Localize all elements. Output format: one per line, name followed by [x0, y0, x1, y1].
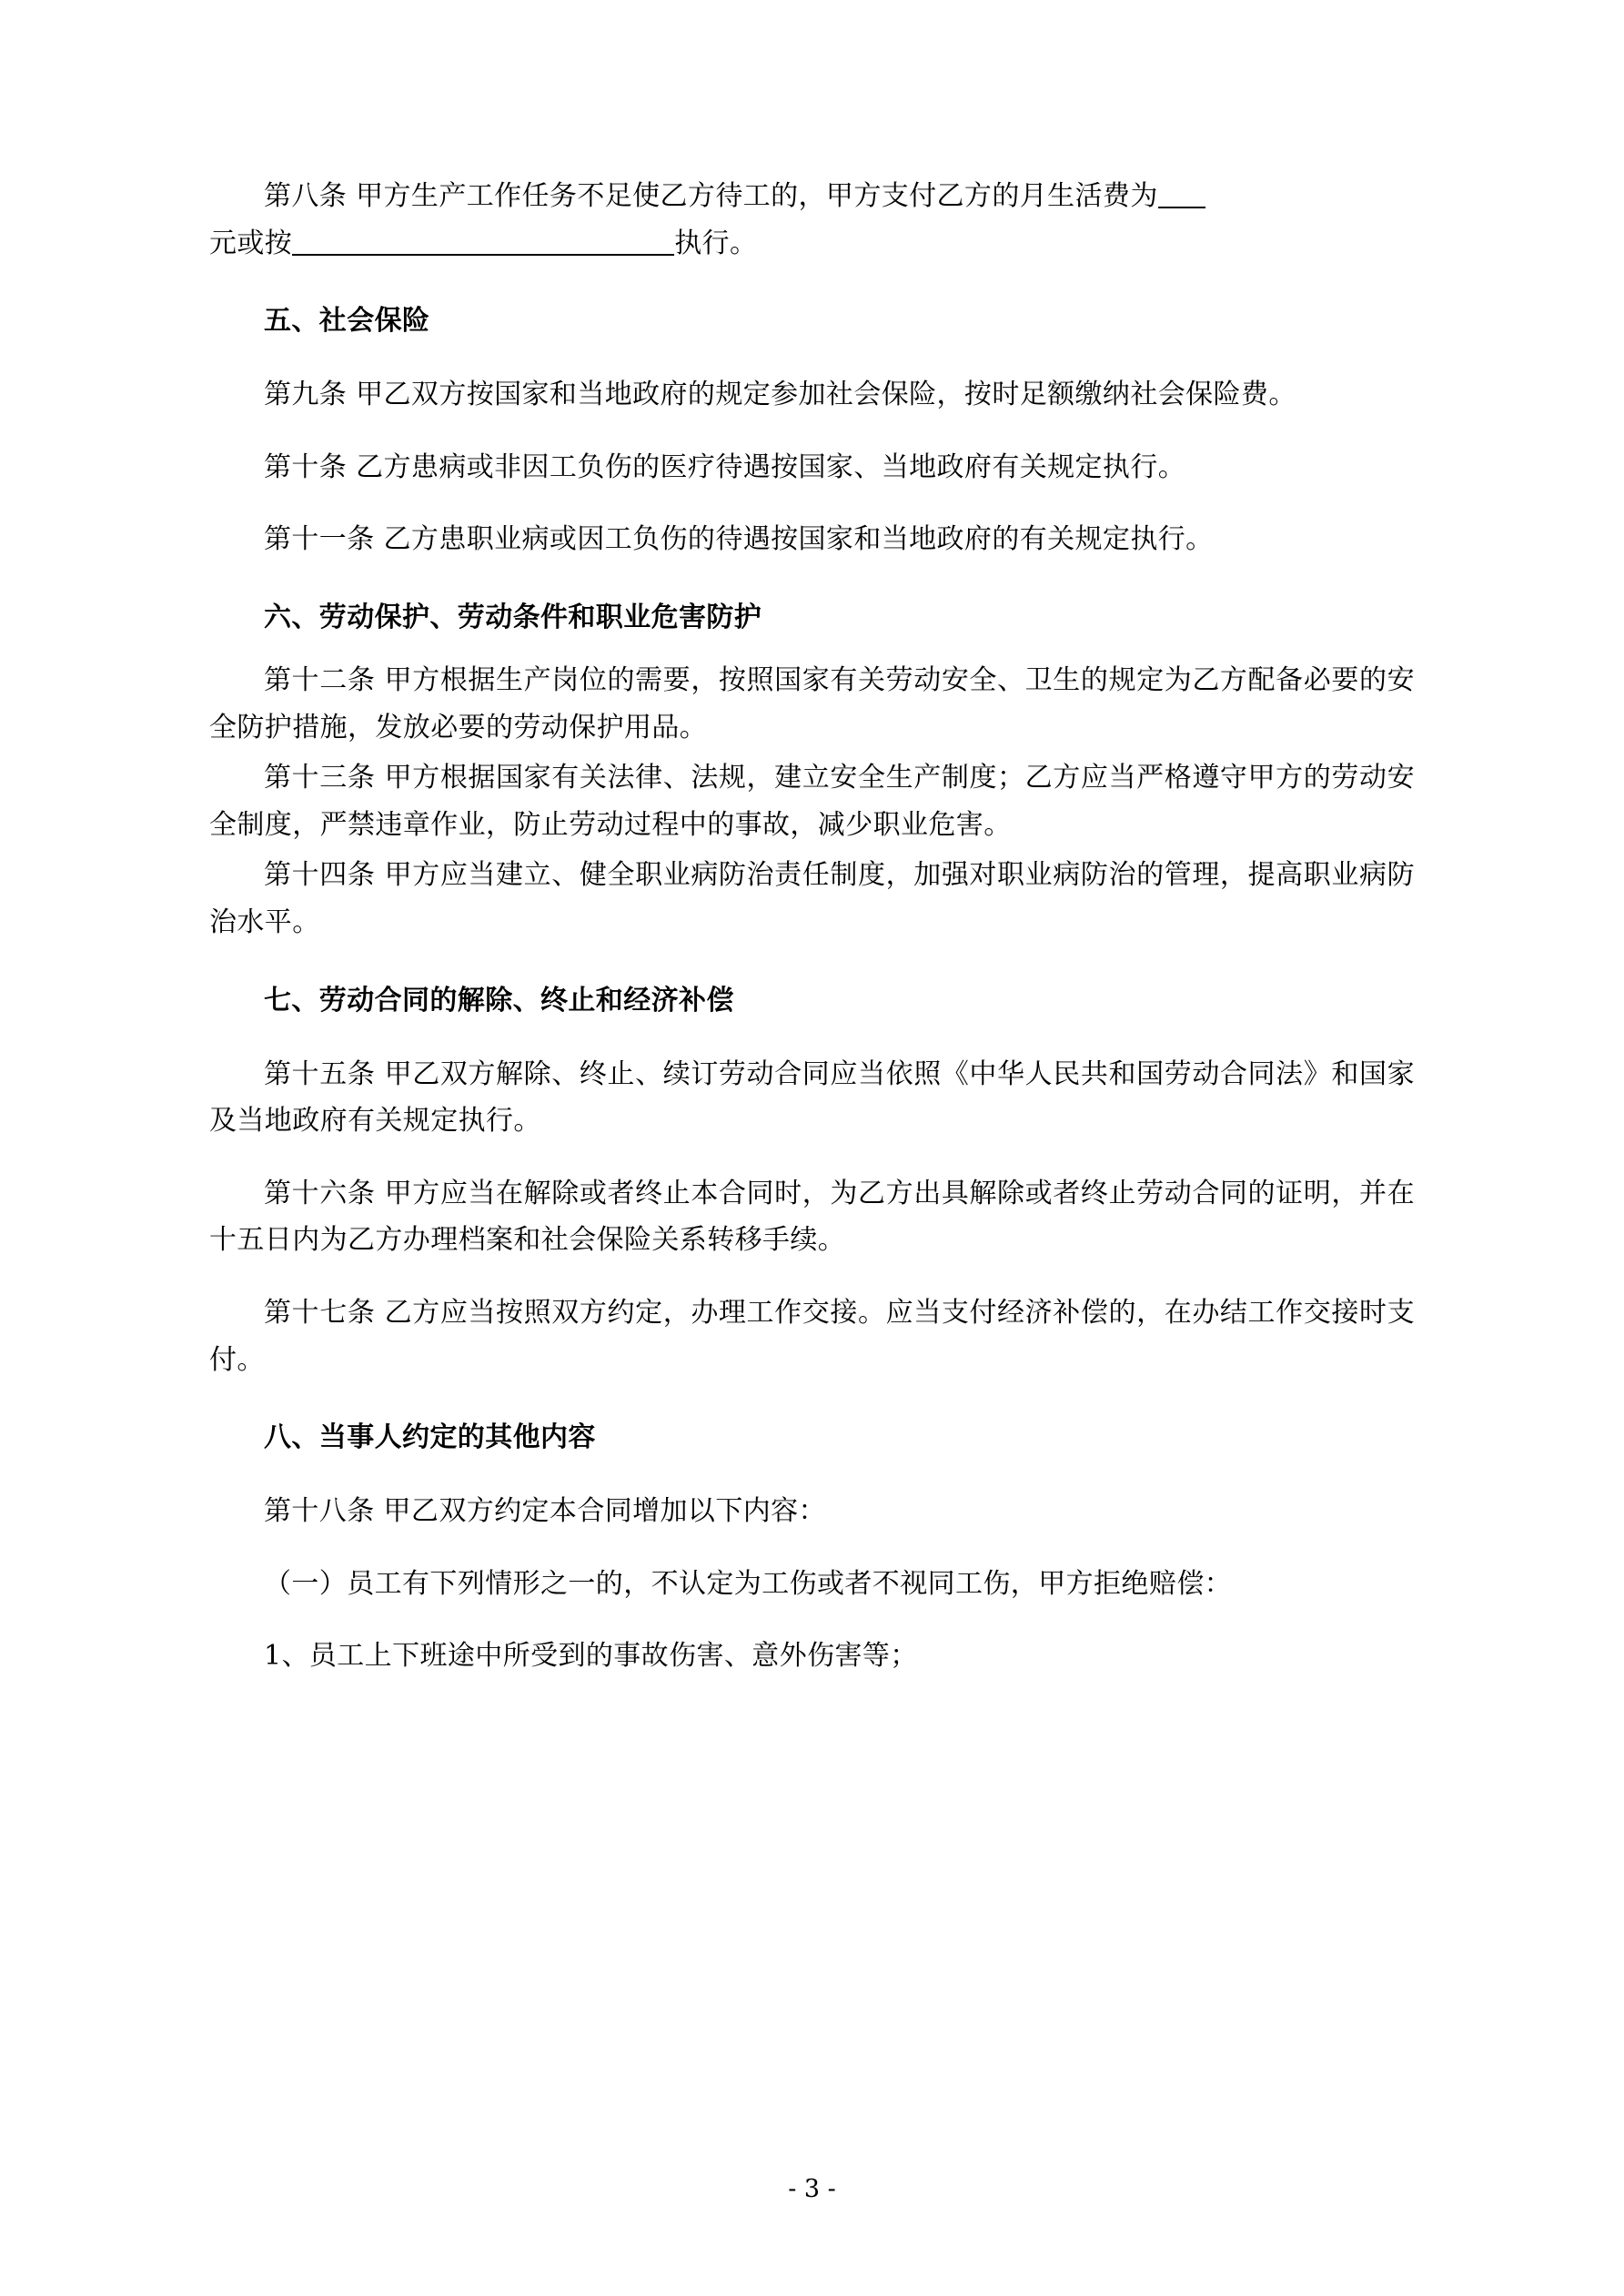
clause-article-15: 第十五条 甲乙双方解除、终止、续订劳动合同应当依照《中华人民共和国劳动合同法》和国家及当地政府有关规定执行。: [209, 1057, 1415, 1138]
section-heading-termination: 七、劳动合同的解除、终止和经济补偿: [264, 984, 734, 1017]
section-heading-other-agreed-content: 八、当事人约定的其他内容: [264, 1421, 596, 1454]
section-heading-labor-protection: 六、劳动保护、劳动条件和职业危害防护: [264, 601, 762, 633]
amount-blank-field[interactable]: [1158, 207, 1205, 208]
clause-article-12: 第十二条 甲方根据生产岗位的需要，按照国家有关劳动安全、卫生的规定为乙方配备必要的安全防护措施，发放必要的劳动保护用品。: [209, 663, 1415, 743]
clause-article-14: 第十四条 甲方应当建立、健全职业病防治责任制度，加强对职业病防治的管理，提高职业病防治水平。: [209, 859, 1415, 938]
clause-item-1: （一）员工有下列情形之一的，不认定为工伤或者不视同工伤，甲方拒绝赔偿：: [264, 1567, 1232, 1600]
clause-article-18: 第十八条 甲乙双方约定本合同增加以下内容：: [264, 1495, 826, 1528]
section-heading-social-insurance: 五、社会保险: [264, 305, 430, 338]
clause-article-17: 第十七条 乙方应当按照双方约定，办理工作交接。应当支付经济补偿的，在办结工作交接时支付。: [209, 1296, 1415, 1376]
clause-article-10: 第十条 乙方患病或非因工负伤的医疗待遇按国家、当地政府有关规定执行。: [264, 450, 1186, 483]
document-body: [209, 173, 1415, 1680]
clause-subitem-1: 1、员工上下班途中所受到的事故伤害、意外伤害等；: [264, 1640, 918, 1673]
clause-article-8-prefix: 第八条 甲方生产工作任务不足使乙方待工的，甲方支付乙方的月生活费为: [264, 180, 1158, 212]
clause-article-9: 第九条 甲乙双方按国家和当地政府的规定参加社会保险，按时足额缴纳社会保险费。: [264, 379, 1296, 411]
clause-article-11: 第十一条 乙方患职业病或因工负伤的待遇按国家和当地政府的有关规定执行。: [264, 523, 1214, 556]
clause-article-8-suffix: 执行。: [674, 227, 758, 259]
clause-article-16: 第十六条 甲方应当在解除或者终止本合同时，为乙方出具解除或者终止劳动合同的证明，并在十五日内为乙方办理档案和社会保险关系转移手续。: [209, 1177, 1415, 1257]
clause-article-8: [209, 173, 1415, 267]
clause-article-13: 第十三条 甲方根据国家有关法律、法规，建立安全生产制度；乙方应当严格遵守甲方的劳动安全制度，严禁违章作业，防止劳动过程中的事故，减少职业危害。: [209, 762, 1415, 841]
page-number: - 3 -: [788, 2175, 836, 2203]
clause-article-8-middle: 元或按: [209, 227, 293, 259]
standard-blank-field[interactable]: [292, 254, 674, 256]
